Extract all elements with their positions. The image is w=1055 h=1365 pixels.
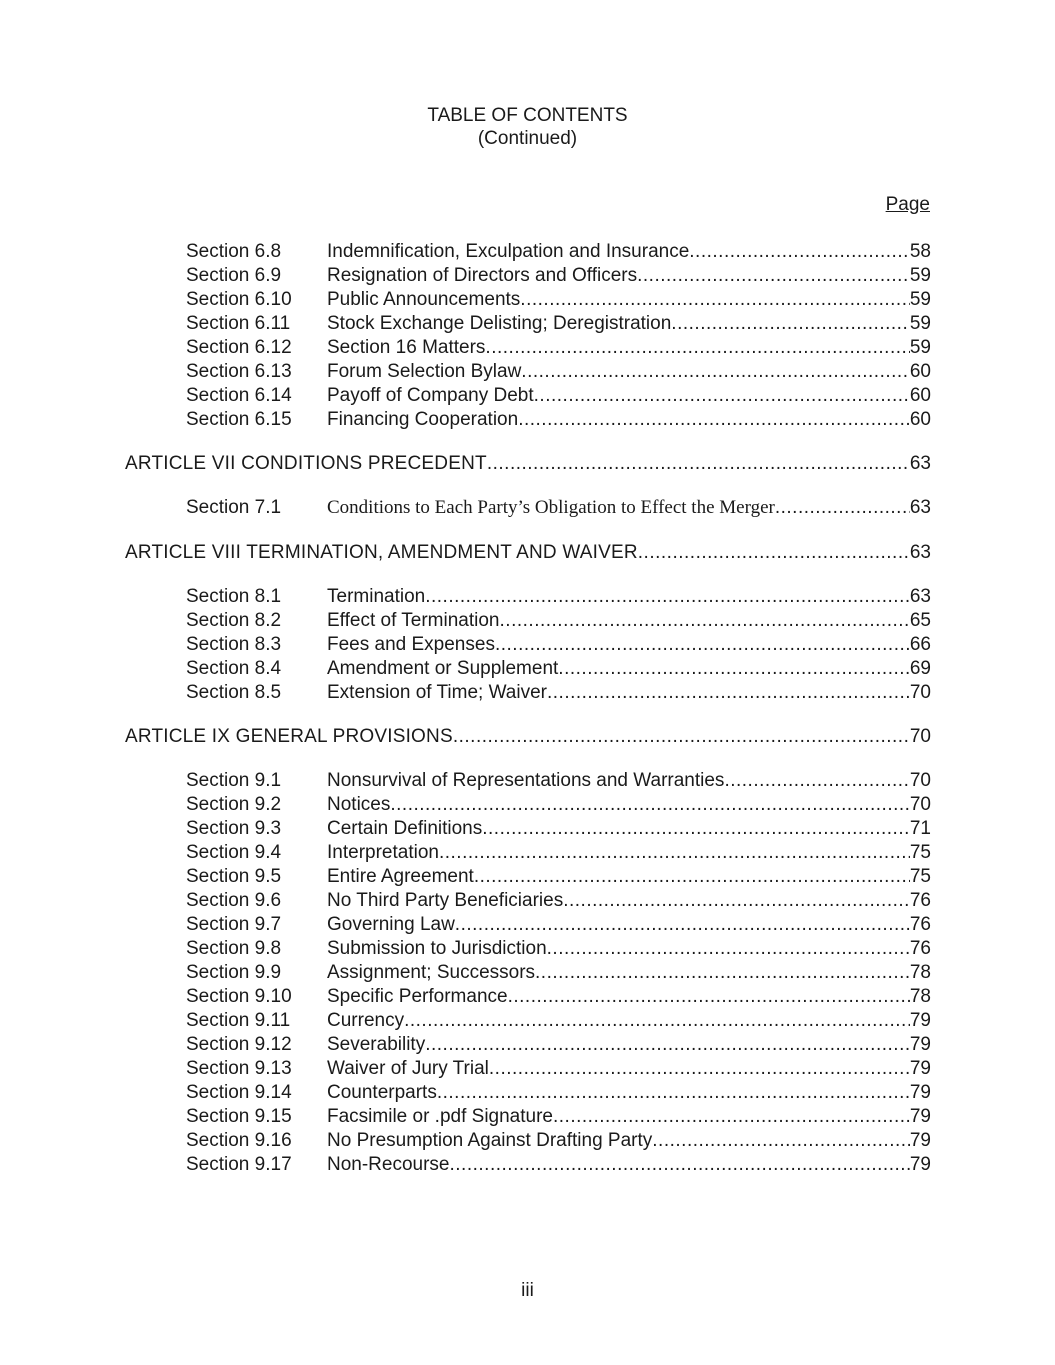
section-title: Conditions to Each Party’s Obligation to Effect the Merger bbox=[327, 497, 775, 518]
dot-leader bbox=[724, 769, 909, 793]
section-number: Section 9.4 bbox=[186, 842, 282, 863]
toc-entry[interactable] bbox=[186, 609, 931, 633]
section-title: Extension of Time; Waiver bbox=[327, 682, 547, 703]
page-number: 60 bbox=[909, 385, 931, 406]
section-number: Section 6.15 bbox=[186, 409, 292, 430]
section-number: Section 9.15 bbox=[186, 1106, 292, 1127]
page-number: 79 bbox=[909, 1082, 931, 1103]
section-number: Section 8.2 bbox=[186, 610, 282, 631]
section-title: Waiver of Jury Trial bbox=[327, 1058, 489, 1079]
section-number: Section 6.12 bbox=[186, 337, 292, 358]
section-title: Interpretation bbox=[327, 842, 439, 863]
page-number: 59 bbox=[909, 337, 931, 358]
section-number: Section 9.17 bbox=[186, 1154, 292, 1175]
page-number: 63 bbox=[909, 497, 931, 518]
toc-entry[interactable] bbox=[186, 633, 931, 657]
section-number: Section 8.5 bbox=[186, 682, 282, 703]
page-number: 70 bbox=[909, 770, 931, 791]
page-number: 79 bbox=[909, 1034, 931, 1055]
dot-leader bbox=[553, 1105, 910, 1129]
article-title: ARTICLE IX GENERAL PROVISIONS bbox=[125, 726, 453, 747]
section-number: Section 6.14 bbox=[186, 385, 292, 406]
toc-entry[interactable] bbox=[186, 681, 931, 705]
section-number: Section 6.9 bbox=[186, 265, 282, 286]
section-title: Governing Law bbox=[327, 914, 455, 935]
dot-leader bbox=[535, 961, 910, 985]
section-title: Section 16 Matters bbox=[327, 337, 486, 358]
section-number: Section 9.13 bbox=[186, 1058, 292, 1079]
page-number: 59 bbox=[909, 313, 931, 334]
section-title: Financing Cooperation bbox=[327, 409, 519, 430]
page-number: 69 bbox=[909, 658, 931, 679]
section-title: Stock Exchange Delisting; Deregistration bbox=[327, 313, 672, 334]
dot-leader bbox=[534, 384, 910, 408]
page-number: 65 bbox=[909, 610, 931, 631]
page-number: 79 bbox=[909, 1010, 931, 1031]
page-number: 63 bbox=[909, 453, 931, 474]
toc-entry[interactable] bbox=[186, 496, 931, 520]
dot-leader bbox=[482, 817, 910, 841]
toc-subtitle: (Continued) bbox=[477, 128, 578, 149]
toc-article-7[interactable] bbox=[125, 451, 931, 477]
section-number: Section 9.2 bbox=[186, 794, 282, 815]
toc-entry[interactable] bbox=[186, 264, 931, 288]
section-title: Assignment; Successors bbox=[327, 962, 536, 983]
section-title: Indemnification, Exculpation and Insurance bbox=[327, 241, 690, 262]
page-number: 70 bbox=[909, 794, 931, 815]
toc-entry[interactable] bbox=[186, 841, 931, 865]
toc-entry[interactable] bbox=[186, 961, 931, 985]
dot-leader bbox=[652, 1129, 910, 1153]
article-title: ARTICLE VII CONDITIONS PRECEDENT bbox=[125, 453, 487, 474]
toc-entry[interactable] bbox=[186, 336, 931, 360]
section-number: Section 9.9 bbox=[186, 962, 282, 983]
page-column-label: Page bbox=[885, 194, 930, 215]
section-title: No Presumption Against Drafting Party bbox=[327, 1130, 653, 1151]
section-title: Termination bbox=[327, 586, 426, 607]
page-number: 66 bbox=[909, 634, 931, 655]
toc-entry[interactable] bbox=[186, 408, 931, 432]
section-number: Section 8.4 bbox=[186, 658, 282, 679]
toc-entry[interactable] bbox=[186, 360, 931, 384]
dot-leader bbox=[547, 681, 910, 705]
toc-entry[interactable] bbox=[186, 1129, 931, 1153]
page-number: 79 bbox=[909, 1154, 931, 1175]
section-number: Section 9.7 bbox=[186, 914, 282, 935]
page-number: 63 bbox=[909, 586, 931, 607]
section-title: Fees and Expenses bbox=[327, 634, 495, 655]
dot-leader bbox=[775, 496, 910, 520]
dot-leader bbox=[425, 1033, 910, 1057]
page-number: 78 bbox=[909, 962, 931, 983]
dot-leader bbox=[520, 288, 910, 312]
section-title: Certain Definitions bbox=[327, 818, 483, 839]
toc-entry[interactable] bbox=[186, 384, 931, 408]
section-title: Nonsurvival of Representations and Warranties bbox=[327, 770, 725, 791]
dot-leader bbox=[508, 985, 910, 1009]
toc-entry[interactable] bbox=[186, 937, 931, 961]
toc-entry[interactable] bbox=[186, 865, 931, 889]
toc-entry[interactable] bbox=[186, 1033, 931, 1057]
section-title: No Third Party Beneficiaries bbox=[327, 890, 564, 911]
toc-entry[interactable] bbox=[186, 240, 931, 264]
dot-leader bbox=[489, 1057, 910, 1081]
toc-entry[interactable] bbox=[186, 889, 931, 913]
dot-leader bbox=[671, 312, 910, 336]
page-number: 71 bbox=[909, 818, 931, 839]
page-number: 58 bbox=[909, 241, 931, 262]
page-number: 76 bbox=[909, 914, 931, 935]
section-number: Section 9.12 bbox=[186, 1034, 292, 1055]
toc-entry[interactable] bbox=[186, 1009, 931, 1033]
dot-leader bbox=[638, 540, 910, 566]
dot-leader bbox=[689, 240, 910, 264]
section-title: Facsimile or .pdf Signature bbox=[327, 1106, 553, 1127]
page-number: 75 bbox=[909, 866, 931, 887]
section-number: Section 6.8 bbox=[186, 241, 282, 262]
page-number: 59 bbox=[909, 265, 931, 286]
dot-leader bbox=[485, 336, 909, 360]
section-number: Section 6.11 bbox=[186, 313, 291, 334]
page-number: 59 bbox=[909, 289, 931, 310]
toc-entry[interactable] bbox=[186, 817, 931, 841]
dot-leader bbox=[474, 865, 910, 889]
toc-entry[interactable] bbox=[186, 585, 931, 609]
toc-entry[interactable] bbox=[186, 1105, 931, 1129]
section-title: Counterparts bbox=[327, 1082, 437, 1103]
toc-article-9[interactable] bbox=[125, 724, 931, 750]
toc-entry[interactable] bbox=[186, 1081, 931, 1105]
section-title: Public Announcements bbox=[327, 289, 521, 310]
section-title: Notices bbox=[327, 794, 391, 815]
section-title: Specific Performance bbox=[327, 986, 508, 1007]
toc-entry[interactable] bbox=[186, 1057, 931, 1081]
section-number: Section 9.10 bbox=[186, 986, 292, 1007]
section-title: Currency bbox=[327, 1010, 405, 1031]
toc-entry[interactable] bbox=[186, 793, 931, 817]
section-number: Section 9.3 bbox=[186, 818, 282, 839]
section-number: Section 9.5 bbox=[186, 866, 282, 887]
dot-leader bbox=[404, 1009, 910, 1033]
dot-leader bbox=[437, 1081, 910, 1105]
toc-entry[interactable] bbox=[186, 288, 931, 312]
page-number: 79 bbox=[909, 1130, 931, 1151]
dot-leader bbox=[450, 1153, 910, 1177]
section-number: Section 9.8 bbox=[186, 938, 282, 959]
page-number: 70 bbox=[909, 682, 931, 703]
section-number: Section 9.1 bbox=[186, 770, 282, 791]
section-title: Amendment or Supplement bbox=[327, 658, 559, 679]
dot-leader bbox=[487, 451, 910, 477]
section-title: Forum Selection Bylaw bbox=[327, 361, 522, 382]
dot-leader bbox=[455, 913, 910, 937]
footer-page-number: iii bbox=[521, 1280, 534, 1301]
dot-leader bbox=[547, 937, 910, 961]
section-number: Section 9.11 bbox=[186, 1010, 291, 1031]
page-number: 60 bbox=[909, 409, 931, 430]
section-number: Section 9.16 bbox=[186, 1130, 292, 1151]
section-number: Section 8.1 bbox=[186, 586, 282, 607]
section-number: Section 6.13 bbox=[186, 361, 292, 382]
toc-entry[interactable] bbox=[186, 769, 931, 793]
page-number: 75 bbox=[909, 842, 931, 863]
toc-entry[interactable] bbox=[186, 985, 931, 1009]
page-number: 63 bbox=[909, 542, 931, 563]
section-number: Section 9.14 bbox=[186, 1082, 292, 1103]
page-number: 70 bbox=[909, 726, 931, 747]
section-title: Non-Recourse bbox=[327, 1154, 450, 1175]
section-title: Entire Agreement bbox=[327, 866, 474, 887]
dot-leader bbox=[425, 585, 910, 609]
dot-leader bbox=[518, 408, 910, 432]
section-number: Section 6.10 bbox=[186, 289, 292, 310]
section-title: Submission to Jurisdiction bbox=[327, 938, 547, 959]
dot-leader bbox=[453, 724, 910, 750]
dot-leader bbox=[563, 889, 910, 913]
section-number: Section 7.1 bbox=[186, 497, 282, 518]
section-title: Effect of Termination bbox=[327, 610, 500, 631]
page-number: 79 bbox=[909, 1058, 931, 1079]
toc-article-8[interactable] bbox=[125, 540, 931, 566]
page-number: 76 bbox=[909, 938, 931, 959]
dot-leader bbox=[390, 793, 910, 817]
section-number: Section 8.3 bbox=[186, 634, 282, 655]
page-number: 60 bbox=[909, 361, 931, 382]
section-number: Section 9.6 bbox=[186, 890, 282, 911]
toc-entry[interactable] bbox=[186, 913, 931, 937]
dot-leader bbox=[495, 633, 910, 657]
toc-entry[interactable] bbox=[186, 1153, 931, 1177]
section-title: Severability bbox=[327, 1034, 426, 1055]
section-title: Resignation of Directors and Officers bbox=[327, 265, 638, 286]
section-title: Payoff of Company Debt bbox=[327, 385, 534, 406]
dot-leader bbox=[500, 609, 910, 633]
toc-entry[interactable] bbox=[186, 657, 931, 681]
page-number: 79 bbox=[909, 1106, 931, 1127]
page-number: 78 bbox=[909, 986, 931, 1007]
dot-leader bbox=[637, 264, 910, 288]
dot-leader bbox=[558, 657, 910, 681]
toc-title: TABLE OF CONTENTS bbox=[427, 105, 628, 126]
toc-entry[interactable] bbox=[186, 312, 931, 336]
page-number: 76 bbox=[909, 890, 931, 911]
dot-leader bbox=[521, 360, 910, 384]
article-title: ARTICLE VIII TERMINATION, AMENDMENT AND WAIVER bbox=[125, 542, 638, 563]
dot-leader bbox=[439, 841, 910, 865]
